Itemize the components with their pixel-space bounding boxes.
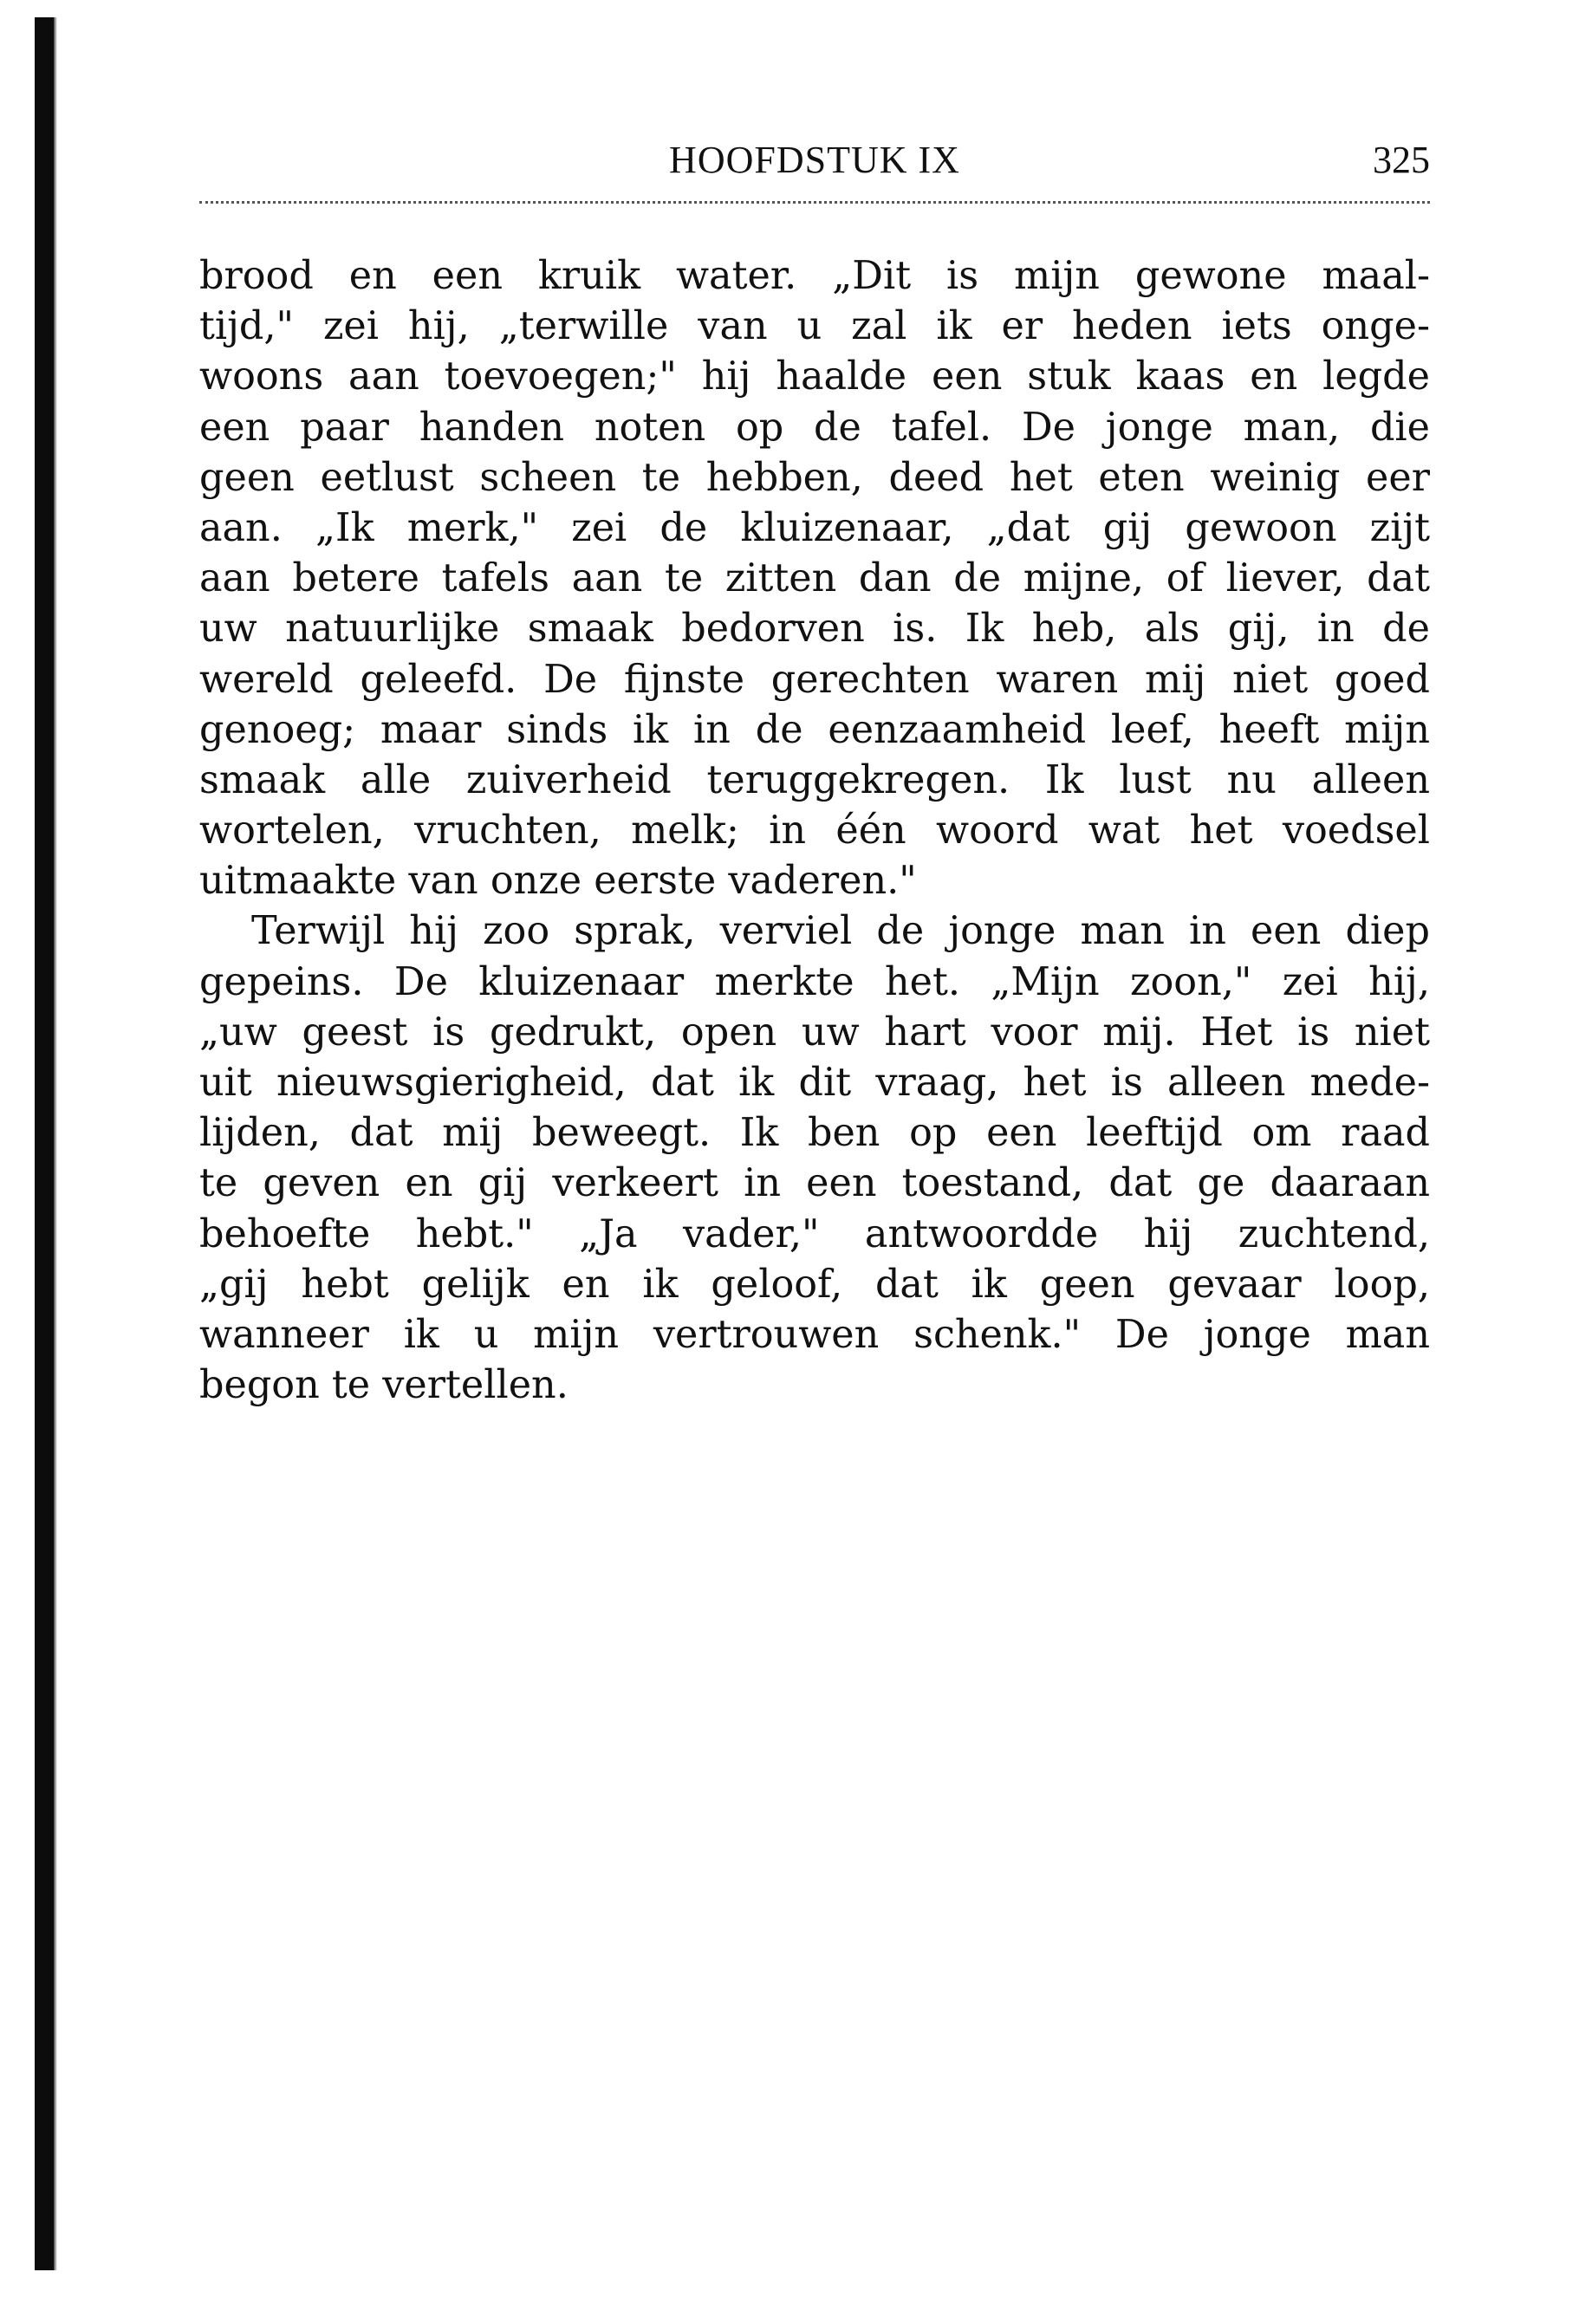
text-line: lijden, dat mij beweegt. Ik ben op een leeftijd om raad — [199, 1111, 1430, 1156]
header-dotted-rule — [199, 201, 1430, 204]
text-line: behoefte hebt." „Ja vader," antwoordde hij zuchtend, — [199, 1211, 1430, 1256]
body-text — [199, 251, 1430, 1411]
text-line: smaak alle zuiverheid teruggekregen. Ik lust nu alleen — [199, 757, 1430, 802]
paragraph-2 — [199, 906, 1430, 1411]
book-spine-edge — [54, 17, 57, 2270]
text-line: tijd," zei hij, „terwille van u zal ik er heden iets onge- — [199, 304, 1430, 349]
paragraph-1 — [199, 251, 1430, 906]
text-line: „gij hebt gelijk en ik geloof, dat ik geen gevaar loop, — [199, 1262, 1430, 1307]
book-page — [199, 0, 1430, 2324]
text-line: „uw geest is gedrukt, open uw hart voor mij. Het is niet — [199, 1009, 1430, 1055]
page-number: 325 — [1373, 139, 1430, 181]
running-header — [199, 134, 1430, 186]
text-line: brood en een kruik water. „Dit is mijn gewone maal- — [199, 254, 1430, 298]
text-line: wereld geleefd. De fijnste gerechten waren mij niet goed — [199, 657, 1430, 702]
text-line: uitmaakte van onze eerste vaderen." — [199, 859, 917, 904]
text-line: wortelen, vruchten, melk; in één woord wat het voedsel — [199, 808, 1430, 854]
book-spine-shadow — [35, 17, 54, 2270]
text-line: aan. „Ik merk," zei de kluizenaar, „dat gij gewoon zijt — [199, 505, 1430, 550]
text-line: een paar handen noten op de tafel. De jonge man, die — [199, 405, 1430, 450]
text-line: geen eetlust scheen te hebben, deed het eten weinig eer — [199, 455, 1430, 500]
text-line: gepeins. De kluizenaar merkte het. „Mijn zoon," zei hij, — [199, 959, 1430, 1004]
chapter-title: HOOFDSTUK IX — [669, 139, 960, 181]
text-line: wanneer ik u mijn vertrouwen schenk." De jonge man — [199, 1312, 1430, 1357]
text-line: uw natuurlijke smaak bedorven is. Ik heb, als gij, in de — [199, 607, 1430, 652]
text-line: woons aan toevoegen;" hij haalde een stuk kaas en legde — [199, 354, 1430, 399]
text-line: uit nieuwsgierigheid, dat ik dit vraag, het is alleen mede- — [199, 1061, 1430, 1105]
text-line: aan betere tafels aan te zitten dan de mijne, of liever, dat — [199, 556, 1430, 601]
text-line: genoeg; maar sinds ik in de eenzaamheid leef, heeft mijn — [199, 707, 1430, 752]
text-line: te geven en gij verkeert in een toestand, dat ge daaraan — [199, 1161, 1430, 1206]
text-line: begon te vertellen. — [199, 1363, 569, 1408]
text-line: Terwijl hij zoo sprak, verviel de jonge man in een diep — [251, 909, 1430, 954]
